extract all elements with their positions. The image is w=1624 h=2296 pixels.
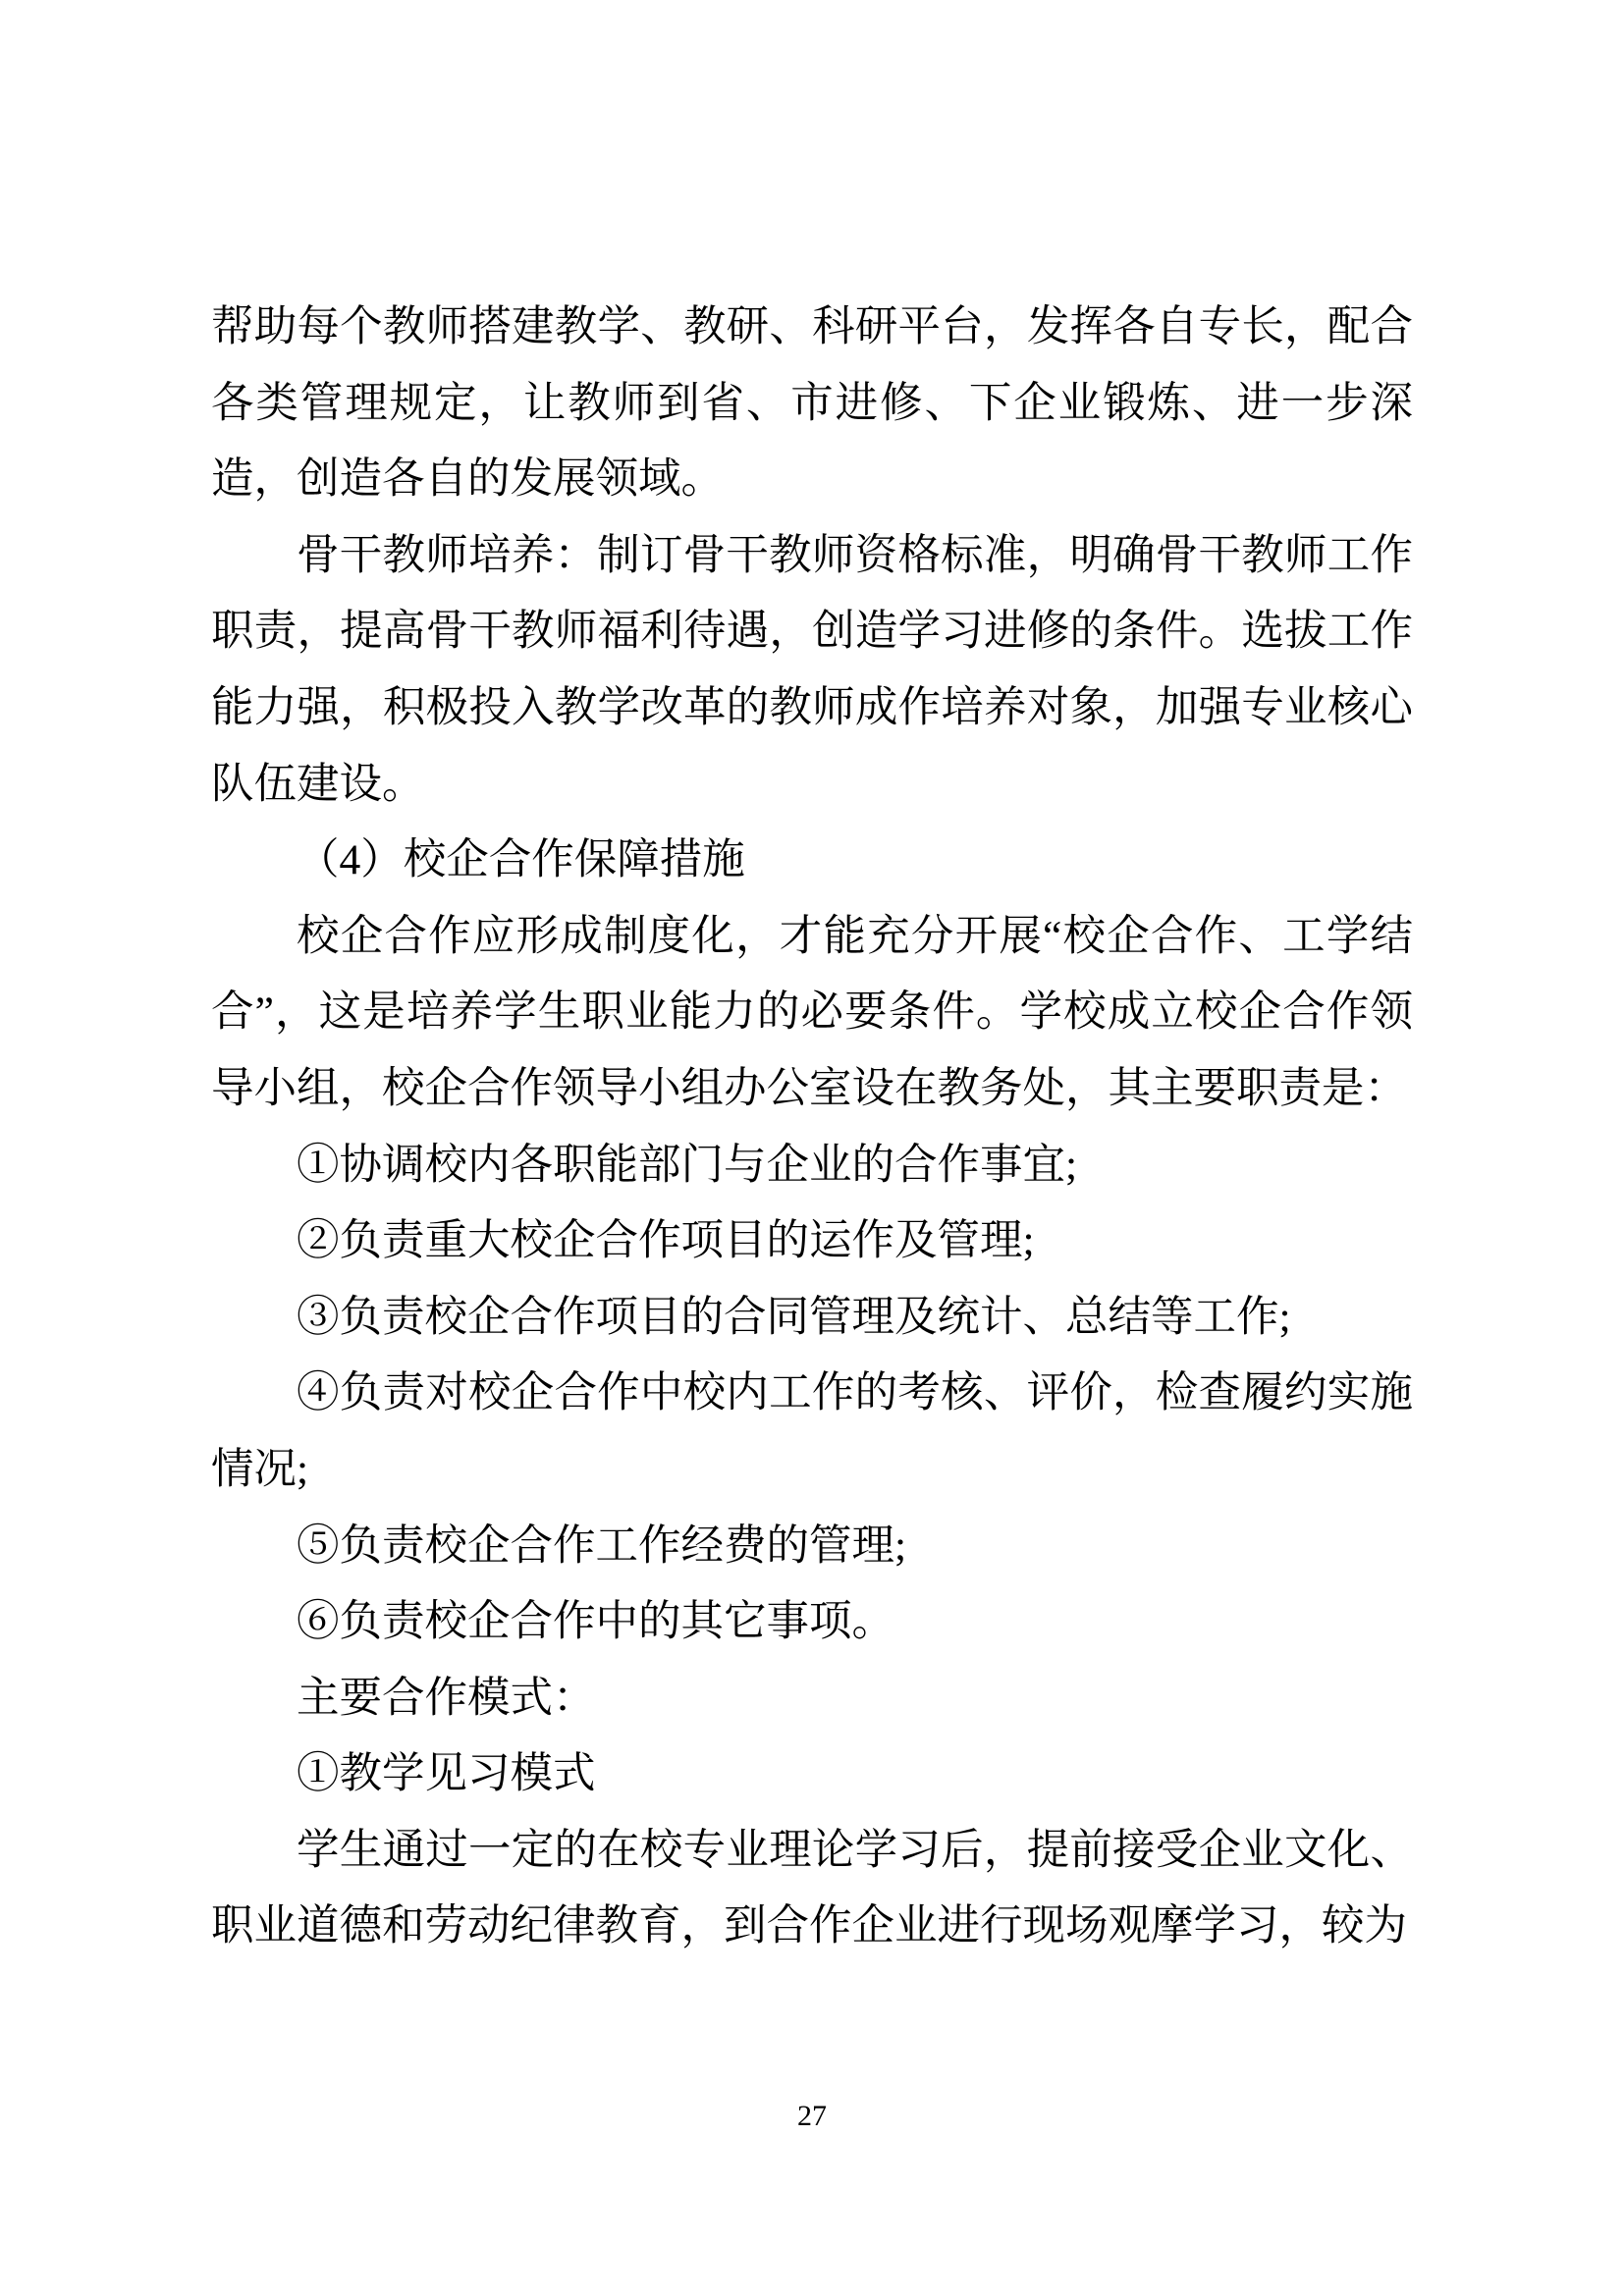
paragraph-continuation: 帮助每个教师搭建教学、教研、科研平台，发挥各自专长，配合各类管理规定，让教师到省、市进修、下企业锻炼、进一步深造，创造各自的发展领域。: [211, 303, 1413, 504]
page-number: 27: [797, 2100, 827, 2132]
list-item-3: ③负责校企合作项目的合同管理及统计、总结等工作;: [297, 1293, 1291, 1341]
list-item-1: ①协调校内各职能部门与企业的合作事宜;: [297, 1141, 1078, 1189]
heading-section-4: （4）校企合作保障措施: [297, 836, 745, 884]
list-item-5: ⑤负责校企合作工作经费的管理;: [297, 1522, 907, 1570]
list-item-6: ⑥负责校企合作中的其它事项。: [297, 1598, 894, 1646]
heading-mode-1: ①教学见习模式: [297, 1750, 596, 1798]
list-item-4: ④负责对校企合作中校内工作的考核、评价，检查履约实施情况;: [211, 1369, 1413, 1493]
list-item-2: ②负责重大校企合作项目的运作及管理;: [297, 1217, 1035, 1265]
document-body: [211, 290, 1413, 1965]
paragraph-mode-1-description: 学生通过一定的在校专业理论学习后，提前接受企业文化、职业道德和劳动纪律教育，到合作企业进行现场观摩学习，较为: [211, 1826, 1413, 1950]
heading-cooperation-modes: 主要合作模式：: [297, 1674, 596, 1722]
paragraph-cooperation-system: 校企合作应形成制度化，才能充分开展“校企合作、工学结合”，这是培养学生职业能力的必要条件。学校成立校企合作领导小组，校企合作领导小组办公室设在教务处，其主要职责是：: [211, 912, 1413, 1112]
paragraph-backbone-teacher-training: 骨干教师培养：制订骨干教师资格标准，明确骨干教师工作职责，提高骨干教师福利待遇，创造学习进修的条件。选拔工作能力强，积极投入教学改革的教师成作培养对象，加强专业核心队伍建设。: [211, 531, 1413, 808]
